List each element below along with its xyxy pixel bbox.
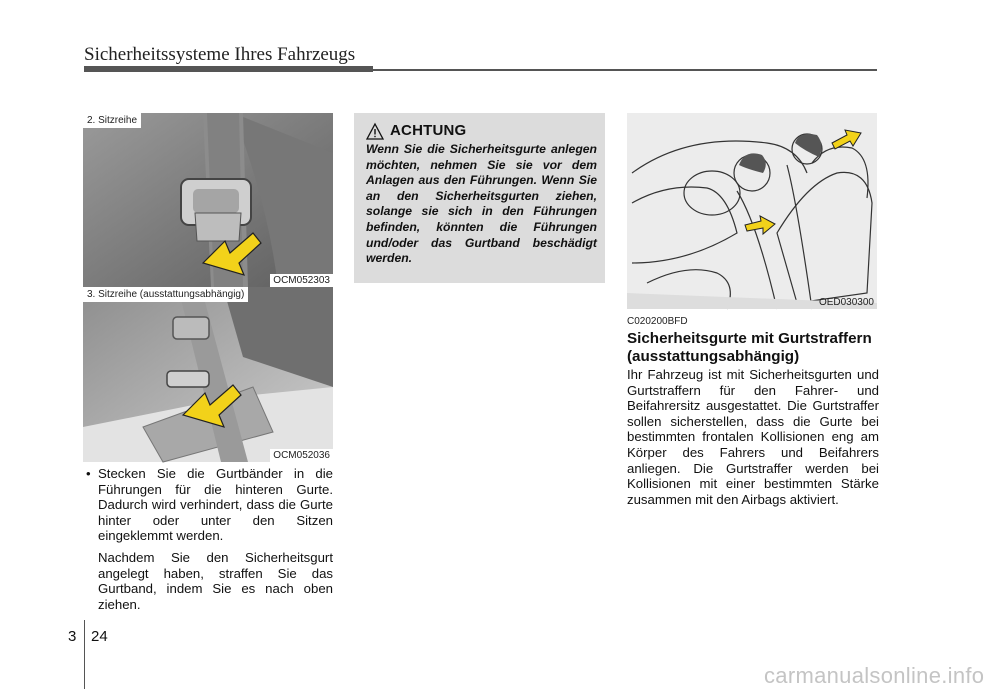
figure-second-row-belt: [83, 113, 333, 287]
figure-caption: 3. Sitzreihe (ausstattungsabhängig): [83, 287, 248, 302]
second-row-belt-illustration: [83, 113, 333, 287]
figure-pretensioner: [627, 113, 877, 309]
pretensioner-illustration: [627, 113, 877, 309]
chapter-number: 3: [68, 628, 77, 645]
section-code: C020200BFD: [627, 316, 688, 327]
figure-third-row-belt: [83, 287, 333, 462]
footer-rule: [84, 620, 85, 689]
header-rule-thin: [373, 69, 877, 71]
page-header-title: Sicherheitssysteme Ihres Fahrzeugs: [84, 44, 356, 65]
instruction-list-item: [84, 466, 333, 612]
instruction-paragraph: Nachdem Sie den Sicherheitsgurt angelegt haben, straffen Sie das Gurtband, indem Sie es nach oben ziehen.: [98, 549, 333, 612]
section-title: Sicherheitsgurte mit Gurtstraffern (ausstattungsabhängig): [627, 330, 872, 365]
header-rule-thick: [84, 66, 373, 72]
instruction-paragraph: Stecken Sie die Gurtbänder in die Führungen für die hinteren Gurte. Dadurch wird verhindert, dass die Gurte hinter oder unter den Sitzen eingeklemmt werden.: [98, 466, 333, 544]
bullet-symbol: •: [86, 466, 91, 481]
warning-text: Wenn Sie die Sicherheitsgurte anlegen möchten, nehmen Sie sie vor dem Anlagen aus den Führungen. Wenn Sie an den Sicherheitsgurten ziehen, solange sie sich in den Führungen befinden, könnten die Führungen und/oder das Gurtband beschädigt werden.: [366, 142, 597, 266]
figure-code: OCM052036: [270, 449, 333, 462]
watermark: carmanualsonline.info: [764, 663, 984, 688]
warning-title: ACHTUNG: [390, 122, 467, 139]
section-body: Ihr Fahrzeug ist mit Sicherheitsgurten und Gurtstraffern für den Fahrer- und Beifahrersitz ausgestattet. Die Gurtstraffer sollen sicherstellen, dass die Gurte bei bestimmten frontalen Kollisionen eng am Körper des Fahrers und Beifahrers anliegen. Die Gurtstraffer werden bei Kollisionen mit einer bestimmten Stärke zusammen mit den Airbags aktiviert.: [627, 367, 879, 507]
figure-code: OED030300: [818, 297, 874, 308]
warning-box: [354, 113, 605, 283]
figure-code: OCM052303: [270, 274, 333, 287]
figure-caption: 2. Sitzreihe: [83, 113, 141, 128]
page-number: 24: [91, 628, 108, 645]
warning-triangle-icon: [366, 123, 384, 141]
third-row-belt-illustration: [83, 287, 333, 462]
